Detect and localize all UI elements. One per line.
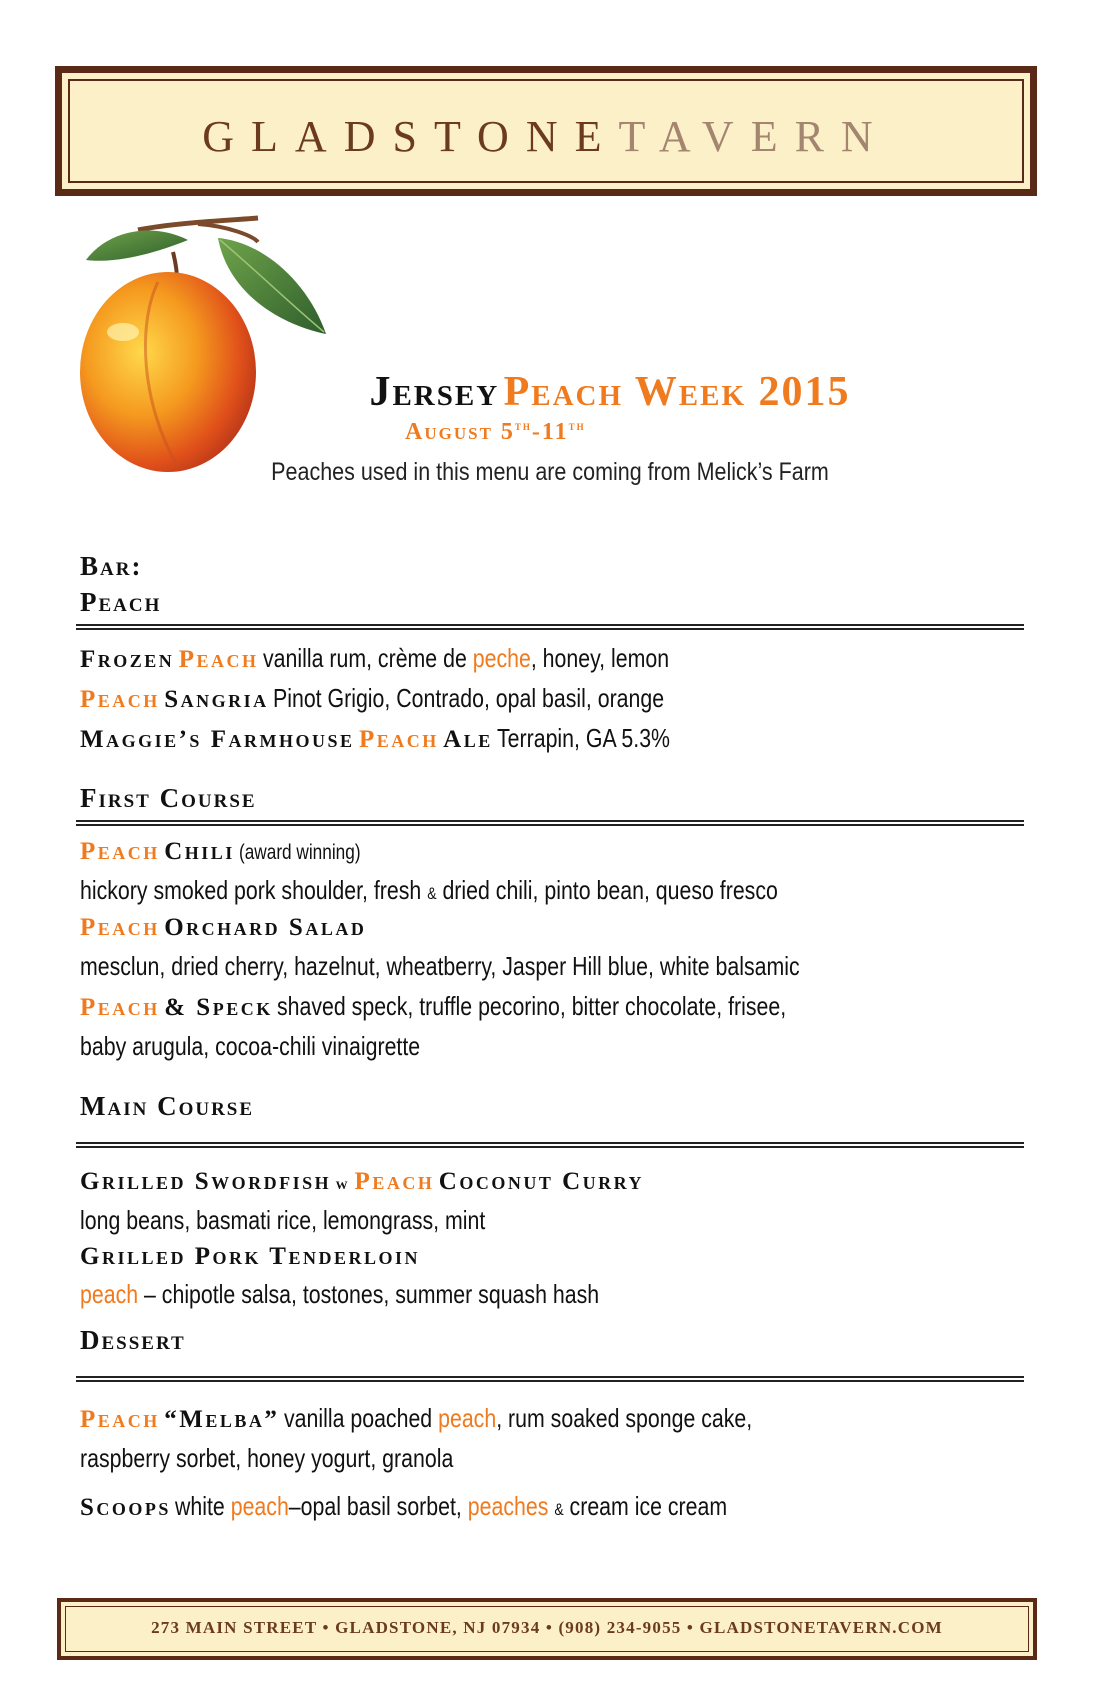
- menu-item-peach-melba-desc: raspberry sorbet, honey yogurt, granola: [80, 1443, 454, 1473]
- menu-body: [80, 548, 1020, 1526]
- menu-item-peach-sangria: Peach Sangria Pinot Grigio, Contrado, opal basil, orange: [80, 683, 665, 713]
- menu-item-pork-tenderloin-desc: peach – chipotle salsa, tostones, summer squash hash: [80, 1279, 600, 1309]
- menu-item-farmhouse-ale: Maggie’s Farmhouse Peach Ale Terrapin, GA 5.3%: [80, 723, 671, 753]
- divider: [76, 1142, 1024, 1148]
- menu-item-peach-speck: Peach & Speck shaved speck, truffle pecorino, bitter chocolate, frisee,: [80, 991, 787, 1021]
- menu-item-peach-speck-desc: baby arugula, cocoa-chili vinaigrette: [80, 1031, 421, 1061]
- menu-item-orchard-salad-desc: mesclun, dried cherry, hazelnut, wheatberry, Jasper Hill blue, white balsamic: [80, 951, 800, 981]
- section-bar-subheading: Peach: [80, 587, 162, 617]
- peach-illustration: [78, 212, 368, 482]
- menu-item-scoops: Scoops white peach–opal basil sorbet, peaches & cream ice cream: [80, 1491, 728, 1521]
- menu-item-frozen-peach: Frozen Peach vanilla rum, crème de peche, honey, lemon: [80, 643, 670, 673]
- header-banner: [55, 66, 1037, 196]
- section-main-course-heading: Main Course: [80, 1091, 255, 1121]
- footer-banner: [57, 1598, 1037, 1660]
- divider: [76, 624, 1024, 630]
- section-bar-heading: Bar:: [80, 551, 143, 581]
- menu-item-peach-melba: Peach “Melba” vanilla poached peach, rum soaked sponge cake,: [80, 1403, 753, 1433]
- source-note: Peaches used in this menu are coming from Melick’s Farm: [271, 458, 829, 486]
- menu-item-peach-chili-desc: hickory smoked pork shoulder, fresh & dried chili, pinto bean, queso fresco: [80, 875, 778, 905]
- menu-item-orchard-salad: Peach Orchard Salad: [80, 914, 367, 941]
- menu-item-pork-tenderloin: Grilled Pork Tenderloin: [80, 1243, 420, 1270]
- event-title: [160, 368, 1060, 416]
- title-peach-week: Peach Week 2015: [503, 369, 851, 415]
- divider: [76, 1376, 1024, 1382]
- title-jersey: Jersey: [369, 369, 500, 415]
- event-dates: August 5th-11th: [405, 418, 586, 445]
- menu-item-swordfish: Grilled Swordfish w Peach Coconut Curry: [80, 1168, 645, 1195]
- footer-contact: 273 MAIN STREET • GLADSTONE, NJ 07934 • (908) 234-9055 • GLADSTONETAVERN.COM: [151, 1618, 943, 1637]
- section-dessert-heading: Dessert: [80, 1325, 186, 1355]
- menu-item-peach-chili: Peach Chili (award winning): [80, 838, 361, 865]
- menu-item-swordfish-desc: long beans, basmati rice, lemongrass, mint: [80, 1205, 486, 1235]
- section-first-course-heading: First Course: [80, 783, 257, 813]
- divider: [76, 820, 1024, 826]
- restaurant-name: GLADSTONETAVERN: [202, 112, 890, 161]
